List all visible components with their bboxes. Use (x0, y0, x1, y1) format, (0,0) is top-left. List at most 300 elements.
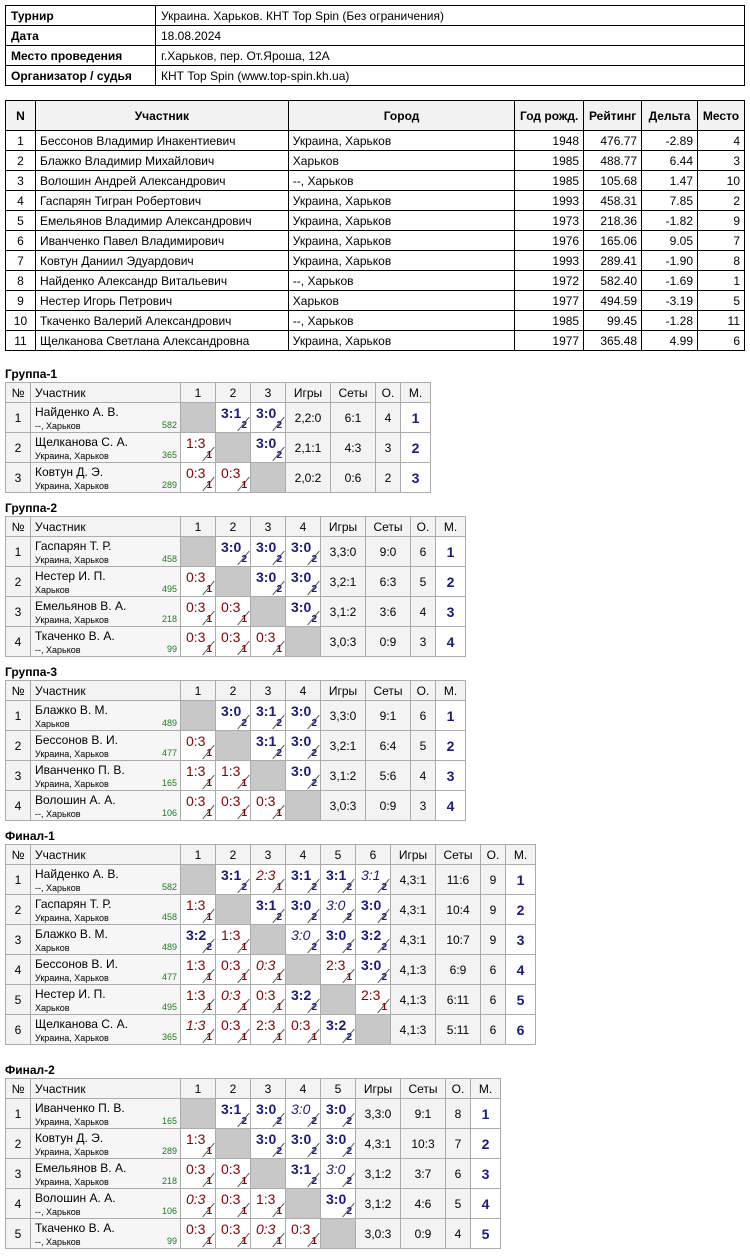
col-header-opponent: 6 (356, 845, 391, 865)
match-score: 3:0 (291, 897, 312, 913)
col-header-num: № (6, 517, 31, 537)
col-header-points: О. (411, 681, 436, 701)
match-points: 1 (206, 614, 212, 625)
match-points: 2 (241, 420, 247, 431)
player-name: Емельянов В. А. (35, 1161, 127, 1175)
player-city: Украина, Харьков (35, 1117, 109, 1127)
col-header-num: № (6, 1079, 31, 1099)
row-number: 2 (6, 567, 31, 597)
match-score-cell (286, 865, 321, 895)
match-score: 0:3 (186, 733, 206, 749)
match-score: 3:0 (291, 539, 312, 555)
points-cell: 4 (411, 761, 436, 791)
player-rating: 106 (161, 808, 177, 818)
match-points: 1 (311, 1236, 317, 1247)
row-number: 3 (6, 761, 31, 791)
group-row (6, 463, 431, 493)
match-points: 2 (241, 554, 247, 565)
match-score-cell (286, 597, 321, 627)
match-score-cell (321, 955, 356, 985)
player-rating: 99 (166, 644, 177, 654)
group-row (6, 701, 466, 731)
place-cell: 1 (436, 537, 466, 567)
games-cell: 3,1:2 (356, 1159, 401, 1189)
sets-cell: 0:9 (401, 1219, 446, 1249)
player-name: Емельянов В. А. (35, 599, 127, 613)
match-score: 3:1 (256, 733, 277, 749)
player-name: Гаспарян Т. Р. (35, 539, 112, 553)
match-score-cell (251, 701, 286, 731)
group-row (6, 985, 536, 1015)
participant-n: 8 (6, 271, 36, 291)
match-score-cell (181, 597, 216, 627)
sets-cell: 6:11 (436, 985, 481, 1015)
group-row (6, 597, 466, 627)
player-city: Украина, Харьков (35, 1147, 109, 1157)
match-points: 1 (241, 1236, 247, 1247)
group-row (6, 1099, 501, 1129)
place-cell: 4 (436, 627, 466, 657)
match-score: 2:3 (256, 867, 276, 883)
participant-city: --, Харьков (288, 171, 514, 191)
player-rating: 289 (161, 480, 177, 490)
group-row (6, 731, 466, 761)
player-cell (31, 731, 181, 761)
player-name: Ткаченко В. А. (35, 629, 115, 643)
participant-delta: -3.19 (642, 291, 698, 311)
match-points: 1 (276, 1002, 282, 1013)
games-cell: 4,3:1 (391, 865, 436, 895)
match-points: 2 (311, 912, 317, 923)
match-score: 0:3 (291, 1017, 311, 1033)
match-points: 1 (206, 1176, 212, 1187)
col-header-n: N (6, 101, 36, 131)
sets-cell: 6:9 (436, 955, 481, 985)
row-number: 3 (6, 463, 31, 493)
match-score-cell (181, 627, 216, 657)
row-number: 5 (6, 1219, 31, 1249)
col-header-name: Участник (35, 101, 288, 131)
group-row (6, 925, 536, 955)
col-header-sets: Сеты (401, 1079, 446, 1099)
row-number: 6 (6, 1015, 31, 1045)
participant-n: 2 (6, 151, 36, 171)
match-score: 2:3 (256, 1017, 276, 1033)
col-header-place: М. (401, 383, 431, 403)
match-score-cell (251, 865, 286, 895)
match-score-cell (251, 1015, 286, 1045)
participant-city: --, Харьков (288, 271, 514, 291)
participant-n: 11 (6, 331, 36, 351)
self-cell (216, 433, 251, 463)
player-rating: 495 (161, 1002, 177, 1012)
player-cell (31, 1219, 181, 1249)
player-rating: 165 (161, 1116, 177, 1126)
row-number: 1 (6, 403, 31, 433)
participant-delta: -1.90 (642, 251, 698, 271)
match-score: 3:1 (326, 867, 347, 883)
match-points: 1 (206, 450, 212, 461)
match-score-cell (321, 895, 356, 925)
player-name: Волошин А. А. (35, 1191, 116, 1205)
points-cell: 3 (411, 791, 436, 821)
participant-year: 1972 (515, 271, 584, 291)
col-header-opponent: 1 (181, 681, 216, 701)
info-row-venue (6, 46, 745, 66)
match-score-cell (251, 791, 286, 821)
participant-delta: 9.05 (642, 231, 698, 251)
match-score: 1:3 (256, 1191, 276, 1207)
participant-delta: -1.69 (642, 271, 698, 291)
match-points: 1 (276, 1032, 282, 1043)
player-cell (31, 955, 181, 985)
col-header-opponent: 4 (286, 1079, 321, 1099)
place-cell: 3 (436, 761, 466, 791)
sets-cell: 6:1 (331, 403, 376, 433)
match-points: 2 (381, 912, 387, 923)
player-city: --, Харьков (35, 1207, 81, 1217)
col-header-player: Участник (31, 1079, 181, 1099)
participant-place: 3 (698, 151, 745, 171)
player-rating: 458 (161, 554, 177, 564)
match-score: 3:1 (361, 867, 381, 883)
player-rating: 489 (161, 942, 177, 952)
match-points: 2 (346, 912, 352, 923)
participant-year: 1985 (515, 171, 584, 191)
match-score-cell (251, 955, 286, 985)
match-score-cell (251, 433, 286, 463)
participant-rating: 476.77 (584, 131, 642, 151)
match-score: 1:3 (186, 1131, 206, 1147)
participant-year: 1985 (515, 311, 584, 331)
player-cell (31, 761, 181, 791)
player-cell (31, 1129, 181, 1159)
match-score-cell (251, 1189, 286, 1219)
player-name: Блажко В. М. (35, 927, 108, 941)
self-cell (216, 567, 251, 597)
player-name: Иванченко П. В. (35, 763, 125, 777)
match-score: 0:3 (256, 629, 276, 645)
player-city: Харьков (35, 585, 70, 595)
match-score-cell (251, 985, 286, 1015)
row-number: 1 (6, 537, 31, 567)
participant-city: Украина, Харьков (288, 191, 514, 211)
points-cell: 5 (411, 731, 436, 761)
match-score-cell (181, 731, 216, 761)
match-points: 1 (206, 748, 212, 759)
col-header-opponent: 2 (216, 845, 251, 865)
match-score-cell (251, 731, 286, 761)
self-cell (181, 403, 216, 433)
games-cell: 3,1:2 (356, 1189, 401, 1219)
match-points: 1 (206, 584, 212, 595)
games-cell: 2,1:1 (286, 433, 331, 463)
player-rating: 458 (161, 912, 177, 922)
col-header-delta: Дельта (642, 101, 698, 131)
match-score: 0:3 (221, 987, 241, 1003)
col-header-opponent: 4 (286, 517, 321, 537)
match-score: 3:1 (291, 1161, 312, 1177)
row-number: 3 (6, 597, 31, 627)
sets-cell: 10:3 (401, 1129, 446, 1159)
match-points: 1 (241, 1032, 247, 1043)
participant-rating: 105.68 (584, 171, 642, 191)
participant-name: Волошин Андрей Александрович (35, 171, 288, 191)
match-points: 1 (276, 882, 282, 893)
participant-row (6, 251, 745, 271)
self-cell (181, 1099, 216, 1129)
row-number: 3 (6, 1159, 31, 1189)
group-title: Группа-2 (5, 501, 58, 515)
row-number: 4 (6, 627, 31, 657)
participant-n: 10 (6, 311, 36, 331)
match-score: 0:3 (186, 465, 206, 481)
player-name: Иванченко П. В. (35, 1101, 125, 1115)
participant-city: Украина, Харьков (288, 331, 514, 351)
match-score-cell (321, 1129, 356, 1159)
self-cell (356, 1015, 391, 1045)
match-score-cell (356, 865, 391, 895)
col-header-points: О. (411, 517, 436, 537)
participant-name: Бессонов Владимир Инакентиевич (35, 131, 288, 151)
match-points: 1 (241, 808, 247, 819)
player-cell (31, 433, 181, 463)
col-header-place: М. (471, 1079, 501, 1099)
match-score-cell (251, 1099, 286, 1129)
games-cell: 4,3:1 (391, 925, 436, 955)
col-header-opponent: 3 (251, 383, 286, 403)
sets-cell: 11:6 (436, 865, 481, 895)
col-header-player: Участник (31, 681, 181, 701)
place-cell: 1 (436, 701, 466, 731)
match-score-cell (286, 731, 321, 761)
match-score-cell (286, 537, 321, 567)
col-header-games: Игры (286, 383, 331, 403)
self-cell (251, 761, 286, 791)
participant-place: 4 (698, 131, 745, 151)
match-score: 3:2 (291, 987, 312, 1003)
match-points: 2 (311, 882, 317, 893)
col-header-num: № (6, 845, 31, 865)
participant-year: 1976 (515, 231, 584, 251)
col-header-opponent: 3 (251, 1079, 286, 1099)
match-points: 2 (311, 778, 317, 789)
info-label: Турнир (6, 6, 156, 26)
participant-rating: 458.31 (584, 191, 642, 211)
match-score: 0:3 (221, 1161, 241, 1177)
group-row (6, 1015, 536, 1045)
place-cell: 4 (471, 1189, 501, 1219)
col-header-sets: Сеты (366, 517, 411, 537)
group-table (5, 680, 466, 821)
match-score: 1:3 (186, 435, 206, 451)
player-cell (31, 895, 181, 925)
group-row (6, 433, 431, 463)
col-header-opponent: 3 (251, 681, 286, 701)
match-points: 2 (311, 554, 317, 565)
participant-rating: 289.41 (584, 251, 642, 271)
info-label: Организатор / судья (6, 66, 156, 86)
match-score: 3:0 (221, 703, 242, 719)
participant-year: 1973 (515, 211, 584, 231)
group-section (5, 1061, 501, 1249)
games-cell: 3,3:0 (321, 537, 366, 567)
match-points: 1 (206, 1146, 212, 1157)
player-name: Блажко В. М. (35, 703, 108, 717)
group-title: Финал-1 (5, 829, 55, 843)
player-cell (31, 403, 181, 433)
match-score-cell (216, 925, 251, 955)
col-header-points: О. (481, 845, 506, 865)
match-score-cell (286, 1099, 321, 1129)
match-score-cell (216, 1189, 251, 1219)
match-points: 1 (206, 480, 212, 491)
col-header-games: Игры (391, 845, 436, 865)
match-points: 2 (276, 748, 282, 759)
player-name: Нестер И. П. (35, 569, 106, 583)
participant-name: Нестер Игорь Петрович (35, 291, 288, 311)
points-cell: 5 (446, 1189, 471, 1219)
player-city: Украина, Харьков (35, 749, 109, 759)
player-city: Харьков (35, 943, 70, 953)
col-header-opponent: 1 (181, 383, 216, 403)
match-score-cell (216, 463, 251, 493)
match-score-cell (181, 955, 216, 985)
place-cell: 1 (401, 403, 431, 433)
participant-rating: 218.36 (584, 211, 642, 231)
row-number: 1 (6, 701, 31, 731)
match-score: 3:0 (291, 599, 312, 615)
match-score: 0:3 (291, 1221, 311, 1237)
player-name: Найденко А. В. (35, 405, 119, 419)
group-row (6, 1189, 501, 1219)
participant-n: 7 (6, 251, 36, 271)
games-cell: 4,3:1 (356, 1129, 401, 1159)
col-header-sets: Сеты (366, 681, 411, 701)
player-city: --, Харьков (35, 421, 81, 431)
match-score: 3:0 (291, 733, 312, 749)
col-header-games: Игры (321, 517, 366, 537)
group-header-row (6, 383, 431, 403)
participant-place: 1 (698, 271, 745, 291)
player-rating: 582 (161, 882, 177, 892)
match-score-cell (321, 1189, 356, 1219)
match-score-cell (181, 761, 216, 791)
match-points: 1 (241, 1206, 247, 1217)
match-points: 2 (276, 1116, 282, 1127)
place-cell: 3 (401, 463, 431, 493)
match-score: 3:0 (291, 703, 312, 719)
place-cell: 1 (471, 1099, 501, 1129)
col-header-opponent: 2 (216, 1079, 251, 1099)
info-value: КНТ Top Spin (www.top-spin.kh.ua) (156, 66, 745, 86)
match-score: 0:3 (186, 599, 206, 615)
player-name: Щелканова С. А. (35, 435, 128, 449)
match-score-cell (321, 865, 356, 895)
place-cell: 3 (471, 1159, 501, 1189)
games-cell: 3,0:3 (356, 1219, 401, 1249)
match-points: 2 (276, 912, 282, 923)
match-score: 1:3 (186, 897, 206, 913)
col-header-opponent: 1 (181, 1079, 216, 1099)
self-cell (216, 1129, 251, 1159)
player-city: Украина, Харьков (35, 481, 109, 491)
col-header-games: Игры (321, 681, 366, 701)
games-cell: 3,0:3 (321, 791, 366, 821)
player-name: Бессонов В. И. (35, 733, 118, 747)
player-cell (31, 865, 181, 895)
place-cell: 2 (506, 895, 536, 925)
match-score: 3:1 (221, 867, 242, 883)
match-score: 3:0 (326, 1191, 347, 1207)
col-header-year: Год рожд. (515, 101, 584, 131)
match-points: 2 (346, 1116, 352, 1127)
self-cell (216, 895, 251, 925)
match-points: 2 (311, 584, 317, 595)
match-score-cell (251, 895, 286, 925)
self-cell (286, 955, 321, 985)
participant-place: 11 (698, 311, 745, 331)
match-points: 2 (241, 718, 247, 729)
match-points: 1 (206, 808, 212, 819)
participants-table (5, 100, 745, 351)
games-cell: 3,3:0 (356, 1099, 401, 1129)
self-cell (181, 865, 216, 895)
match-points: 2 (276, 718, 282, 729)
player-name: Ковтун Д. Э. (35, 1131, 104, 1145)
match-score: 3:1 (221, 405, 242, 421)
match-points: 2 (311, 718, 317, 729)
match-score: 3:1 (291, 867, 312, 883)
participant-n: 3 (6, 171, 36, 191)
player-name: Найденко А. В. (35, 867, 119, 881)
col-header-sets: Сеты (436, 845, 481, 865)
match-score-cell (286, 1159, 321, 1189)
col-header-rating: Рейтинг (584, 101, 642, 131)
match-points: 1 (276, 808, 282, 819)
player-rating: 365 (161, 450, 177, 460)
match-score-cell (216, 791, 251, 821)
participant-name: Ткаченко Валерий Александрович (35, 311, 288, 331)
match-score: 3:0 (326, 927, 347, 943)
participant-delta: -2.89 (642, 131, 698, 151)
info-label: Дата (6, 26, 156, 46)
match-score-cell (216, 1219, 251, 1249)
info-row-tournament (6, 6, 745, 26)
match-points: 1 (206, 1206, 212, 1217)
player-rating: 477 (161, 972, 177, 982)
match-score-cell (286, 925, 321, 955)
match-score-cell (216, 537, 251, 567)
match-score: 3:0 (291, 569, 312, 585)
match-score: 3:0 (291, 763, 312, 779)
participant-row (6, 131, 745, 151)
match-score: 3:0 (361, 897, 382, 913)
match-points: 2 (206, 942, 212, 953)
match-points: 2 (311, 748, 317, 759)
participant-city: Украина, Харьков (288, 211, 514, 231)
participant-row (6, 291, 745, 311)
col-header-points: О. (446, 1079, 471, 1099)
match-points: 2 (381, 942, 387, 953)
player-rating: 582 (161, 420, 177, 430)
col-header-player: Участник (31, 383, 181, 403)
match-points: 1 (241, 480, 247, 491)
group-header-row (6, 681, 466, 701)
match-points: 2 (276, 450, 282, 461)
player-cell (31, 1159, 181, 1189)
player-city: --, Харьков (35, 809, 81, 819)
